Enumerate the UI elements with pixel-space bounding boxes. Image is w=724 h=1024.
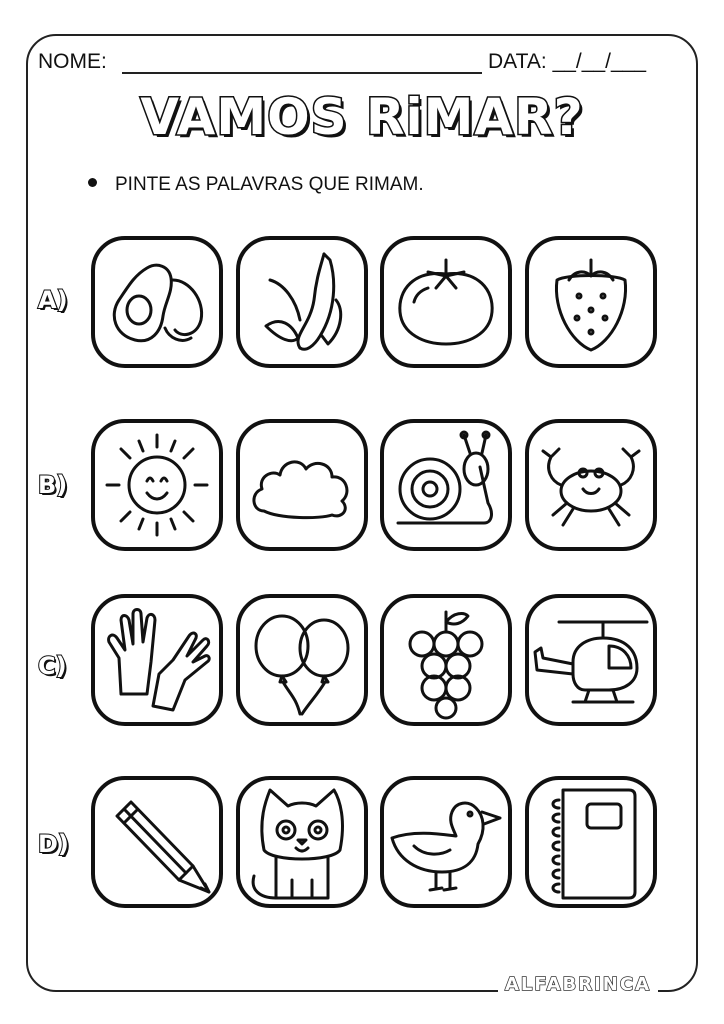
crab-icon <box>529 423 653 547</box>
card-c3[interactable] <box>380 594 512 726</box>
tomato-icon <box>384 240 508 364</box>
name-field[interactable] <box>122 72 482 74</box>
notebook-icon <box>529 780 653 904</box>
sun-icon <box>95 423 219 547</box>
duck-icon <box>384 780 508 904</box>
row-label-b: B) <box>38 471 68 499</box>
row-label-d: D) <box>38 830 69 858</box>
helicopter-icon <box>529 598 653 722</box>
page-title: VAMOS RiMAR? <box>140 88 584 146</box>
pencil-icon <box>95 780 219 904</box>
gloves-icon <box>95 598 219 722</box>
instruction-text: PINTE AS PALAVRAS QUE RIMAM. <box>115 174 424 195</box>
balloons-icon <box>240 598 364 722</box>
card-b2[interactable] <box>236 419 368 551</box>
snail-icon <box>384 423 508 547</box>
card-d4[interactable] <box>525 776 657 908</box>
row-label-a: A) <box>38 286 68 314</box>
date-field[interactable]: __/__/___ <box>552 50 647 73</box>
card-b3[interactable] <box>380 419 512 551</box>
card-d2[interactable] <box>236 776 368 908</box>
card-b4[interactable] <box>525 419 657 551</box>
date-label <box>488 50 646 74</box>
avocado-icon <box>95 240 219 364</box>
card-a1[interactable] <box>91 236 223 368</box>
instruction <box>88 174 424 196</box>
banana-icon <box>240 240 364 364</box>
brand-logo: ALFABRINCA <box>498 974 658 995</box>
strawberry-icon <box>529 240 653 364</box>
card-d1[interactable] <box>91 776 223 908</box>
card-b1[interactable] <box>91 419 223 551</box>
card-c4[interactable] <box>525 594 657 726</box>
card-a3[interactable] <box>380 236 512 368</box>
date-label-text: DATA: <box>488 50 547 73</box>
row-label-c: C) <box>38 652 67 680</box>
cloud-icon <box>240 423 364 547</box>
name-label: NOME: <box>38 50 107 73</box>
grapes-icon <box>384 598 508 722</box>
bullet-icon <box>88 178 97 187</box>
card-c2[interactable] <box>236 594 368 726</box>
card-a2[interactable] <box>236 236 368 368</box>
card-a4[interactable] <box>525 236 657 368</box>
cat-icon <box>240 780 364 904</box>
card-c1[interactable] <box>91 594 223 726</box>
card-d3[interactable] <box>380 776 512 908</box>
header <box>38 50 678 78</box>
